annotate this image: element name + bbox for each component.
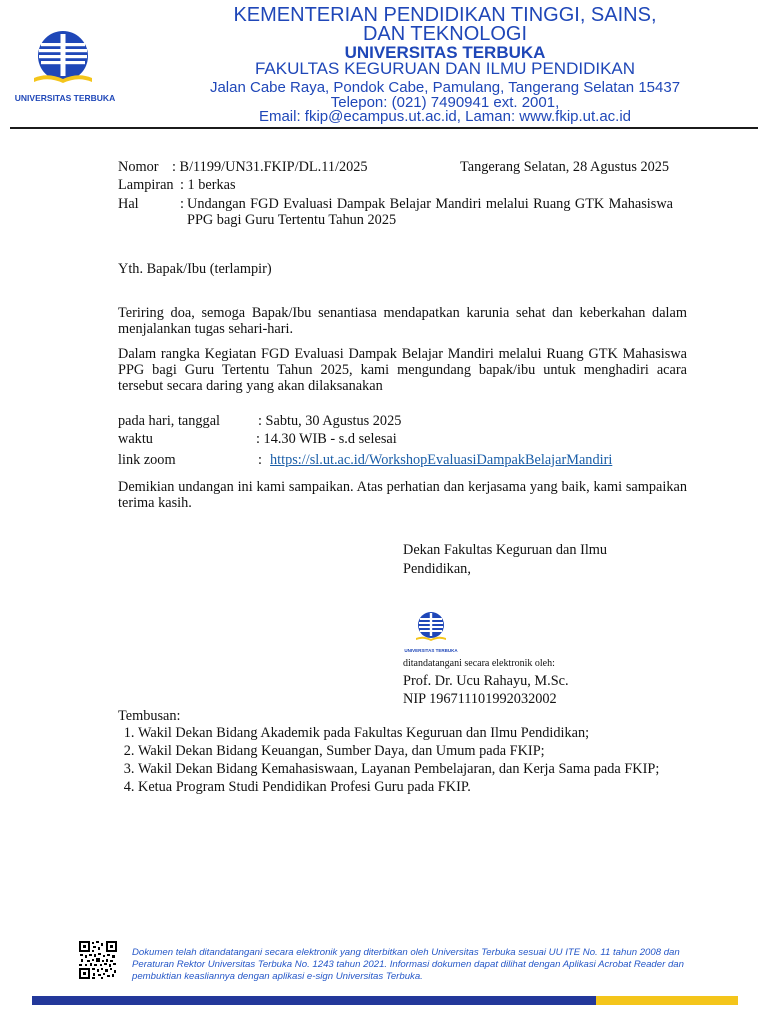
tembusan-list <box>118 723 678 797</box>
signatory-name: Prof. Dr. Ucu Rahayu, M.Sc. <box>403 673 569 689</box>
university-logo-icon <box>10 28 120 90</box>
list-item: 2. Wakil Dekan Bidang Keuangan, Sumber Daya, dan Umum pada FKIP; <box>138 743 678 759</box>
signatory-nip: NIP 196711101992032002 <box>403 691 557 707</box>
closing-paragraph: Demikian undangan ini kami sampaikan. Atas perhatian dan kerjasama yang baik, kami sampaikan terima kasih. <box>118 479 687 511</box>
ministry-name-line1: KEMENTERIAN PENDIDIKAN TINGGI, SAINS, <box>233 4 657 26</box>
event-time-value: : 14.30 WIB - s.d selesai <box>256 431 397 447</box>
zoom-link-label: link zoom <box>118 452 176 468</box>
letter-subject: Undangan FGD Evaluasi Dampak Belajar Mandiri melalui Ruang GTK Mahasiswa PPG bagi Guru Tertentu Tahun 2025 <box>187 196 673 228</box>
address-line: Jalan Cabe Raya, Pondok Cabe, Pamulang, Tangerang Selatan 15437 <box>209 79 681 96</box>
faculty-name: FAKULTAS KEGURUAN DAN ILMU PENDIDIKAN <box>254 59 636 78</box>
nomor-label: Nomor <box>118 159 159 175</box>
invitation-paragraph: Dalam rangka Kegiatan FGD Evaluasi Dampak Belajar Mandiri melalui Ruang GTK Mahasiswa PPG bagi Guru Tertentu Tahun 2025, kami mengundang bapak/ibu untuk menghadiri acara tersebut secara daring yang akan dilaksanakan <box>118 346 687 394</box>
esign-note: ditandatangani secara elektronik oleh: <box>403 658 555 669</box>
university-logo <box>10 28 120 108</box>
hal-label: Hal <box>118 196 139 212</box>
esign-footer-note: Dokumen telah ditandatangani secara elektronik yang diterbitkan oleh Universitas Terbuka sesuai UU ITE No. 11 tahun 2008 dan Peraturan Rektor Universitas Terbuka No. 1243 tahun 2021. Informasi dokumen dapat dilihat dengan Aplikasi Acrobat Reader dan pembuktian keasliannya dengan aplikasi e-sign Universitas Terbuka. <box>132 947 684 982</box>
signatory-title: Dekan Fakultas Keguruan dan Ilmu Pendidikan, <box>403 542 608 577</box>
phone-line: Telepon: (021) 7490941 ext. 2001, <box>330 94 560 111</box>
lampiran-label: Lampiran <box>118 177 174 193</box>
qr-code-icon <box>79 941 117 979</box>
logo-wordmark: UNIVERSITAS TERBUKA <box>14 93 116 103</box>
university-name: UNIVERSITAS TERBUKA <box>344 43 546 62</box>
event-time-label: waktu <box>118 431 153 447</box>
email-website-line: Email: fkip@ecampus.ut.ac.id, Laman: www.fkip.ut.ac.id <box>258 108 632 125</box>
opening-paragraph: Teriring doa, semoga Bapak/Ibu senantiasa mendapatkan karunia sehat dan keberkahan dalam menjalankan tugas sehari-hari. <box>118 305 687 337</box>
hal-colon: : <box>180 196 184 212</box>
nomor-value: : B/1199/UN31.FKIP/DL.11/2025 <box>172 159 368 175</box>
tembusan-label: Tembusan: <box>118 708 181 724</box>
event-date-value: : Sabtu, 30 Agustus 2025 <box>258 413 402 429</box>
salutation: Yth. Bapak/Ibu (terlampir) <box>118 261 272 277</box>
letter-place-date: Tangerang Selatan, 28 Agustus 2025 <box>460 159 670 175</box>
lampiran-value: : 1 berkas <box>180 177 236 193</box>
footer-bar-yellow <box>596 996 738 1005</box>
university-seal-icon <box>408 610 454 646</box>
letterhead-divider <box>10 127 758 129</box>
zoom-link[interactable]: https://sl.ut.ac.id/WorkshopEvaluasiDampakBelajarMandiri <box>270 452 613 468</box>
esign-stamp <box>404 610 458 658</box>
list-item: 1. Wakil Dekan Bidang Akademik pada Fakultas Keguruan dan Ilmu Pendidikan; <box>138 725 678 741</box>
ministry-name-line2: DAN TEKNOLOGI <box>362 23 528 45</box>
footer-bar-blue <box>32 996 596 1005</box>
event-date-label: pada hari, tanggal <box>118 413 221 429</box>
qr-code <box>79 941 117 979</box>
seal-wordmark: UNIVERSITAS TERBUKA <box>404 648 458 653</box>
list-item: 3. Wakil Dekan Bidang Kemahasiswaan, Layanan Pembelajaran, dan Kerja Sama pada FKIP; <box>138 761 678 777</box>
zoom-link-colon: : <box>258 452 262 468</box>
list-item: 4. Ketua Program Studi Pendidikan Profesi Guru pada FKIP. <box>138 779 678 795</box>
